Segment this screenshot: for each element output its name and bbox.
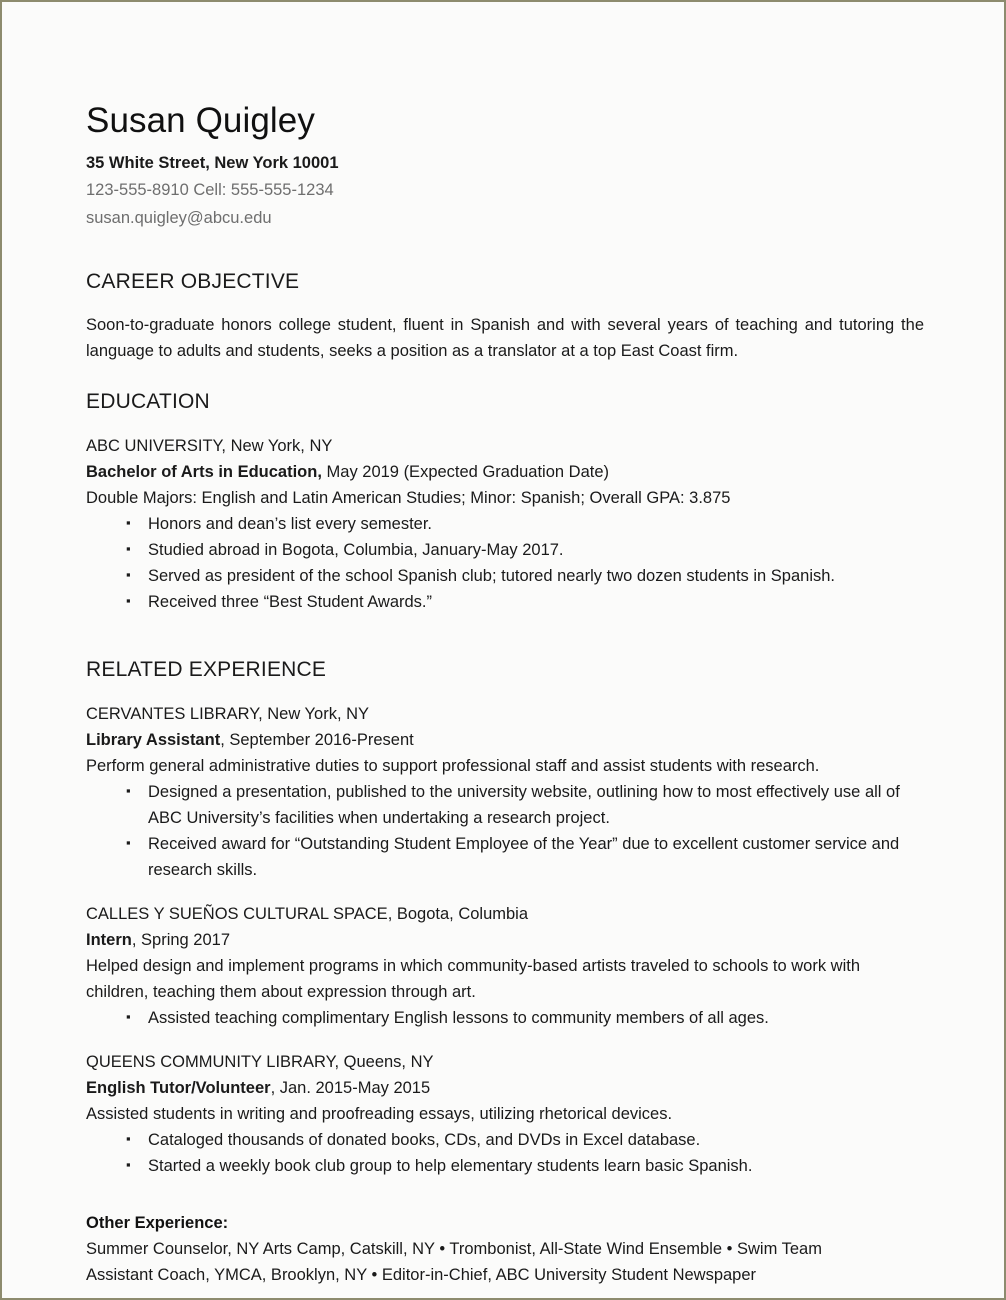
other-experience-label: Other Experience: <box>86 1213 229 1232</box>
experience-description: Helped design and implement programs in which community-based artists traveled to schools to work with children, teaching them about expression through art. <box>86 956 861 1001</box>
experience-description: Perform general administrative duties to support professional staff and assist students with research. <box>86 756 820 775</box>
education-bullet-list <box>86 511 924 615</box>
experience-organization: QUEENS COMMUNITY LIBRARY, Queens, NY <box>86 1052 434 1071</box>
education-degree: Bachelor of Arts in Education <box>86 463 318 482</box>
experience-dates: , Spring 2017 <box>131 930 230 949</box>
list-item: ▪ Received award for “Outstanding Student Employee of the Year” due to excellent customer service and research skills. <box>86 831 924 883</box>
list-item: ▪ Cataloged thousands of donated books, CDs, and DVDs in Excel database. <box>86 1127 924 1153</box>
candidate-address: 35 White Street, New York 10001 <box>86 153 339 172</box>
section-heading-related-experience: RELATED EXPERIENCE <box>86 658 327 682</box>
education-degree-date: May 2019 (Expected Graduation Date) <box>321 463 610 482</box>
resume-header <box>86 2 924 232</box>
education-majors: Double Majors: English and Latin American Studies; Minor: Spanish; Overall GPA: 3.875 <box>86 489 731 508</box>
experience-entry <box>86 1031 924 1179</box>
experience-role-line <box>86 1075 924 1101</box>
education-degree-line <box>86 459 924 485</box>
experience-bullet-list <box>86 779 924 883</box>
resume-content <box>86 2 924 1288</box>
list-item: ▪ Studied abroad in Bogota, Columbia, January-May 2017. <box>86 537 924 563</box>
other-experience-line-1: Summer Counselor, NY Arts Camp, Catskill, NY • Trombonist, All-State Wind Ensemble • Swim Team <box>86 1239 822 1258</box>
experience-dates: , Jan. 2015-May 2015 <box>270 1078 431 1097</box>
experience-bullet-list <box>86 1127 924 1179</box>
education-entry <box>86 414 924 615</box>
education-degree-comma: , <box>317 463 322 482</box>
experience-description: Assisted students in writing and proofreading essays, utilizing rhetorical devices. <box>86 1104 673 1123</box>
section-heading-career-objective: CAREER OBJECTIVE <box>86 270 300 293</box>
education-school: ABC UNIVERSITY, New York, NY <box>86 437 333 456</box>
experience-bullet-list <box>86 1005 924 1031</box>
section-related-experience <box>86 615 924 1178</box>
experience-role: Intern <box>86 930 132 949</box>
experience-organization: CERVANTES LIBRARY, New York, NY <box>86 704 370 723</box>
section-education <box>86 364 924 615</box>
career-objective-paragraph: Soon-to-graduate honors college student, fluent in Spanish and with several years of teaching and tutoring the language to adults and students, seeks a position as a translator at a top East Coast firm. <box>86 316 924 361</box>
section-heading-education: EDUCATION <box>86 390 210 414</box>
list-item: ▪ Assisted teaching complimentary English lessons to community members of all ages. <box>86 1005 924 1031</box>
list-item: ▪ Designed a presentation, published to the university website, outlining how to most effectively use all of ABC University’s facilities when undertaking a research project. <box>86 779 924 831</box>
candidate-phone: 123-555-8910 Cell: 555-555-1234 <box>86 181 334 199</box>
section-career-objective <box>86 232 924 364</box>
experience-role: English Tutor/Volunteer <box>86 1078 271 1097</box>
experience-entry <box>86 883 924 1031</box>
experience-dates: , September 2016-Present <box>220 730 414 749</box>
experience-organization: CALLES Y SUEÑOS CULTURAL SPACE, Bogota, Columbia <box>86 904 529 923</box>
candidate-email: susan.quigley@abcu.edu <box>86 208 272 227</box>
experience-role-line <box>86 727 924 753</box>
list-item: ▪ Honors and dean’s list every semester. <box>86 511 924 537</box>
experience-entry <box>86 683 924 883</box>
experience-role: Library Assistant <box>86 730 221 749</box>
experience-role-line <box>86 927 924 953</box>
other-experience-line-2: Assistant Coach, YMCA, Brooklyn, NY • Editor-in-Chief, ABC University Student Newspaper <box>86 1265 757 1284</box>
section-other-experience <box>86 1179 924 1288</box>
list-item: ▪ Started a weekly book club group to help elementary students learn basic Spanish. <box>86 1153 924 1179</box>
list-item: ▪ Served as president of the school Spanish club; tutored nearly two dozen students in Spanish. <box>86 563 924 589</box>
list-item: ▪ Received three “Best Student Awards.” <box>86 589 924 615</box>
candidate-name: Susan Quigley <box>86 101 315 140</box>
